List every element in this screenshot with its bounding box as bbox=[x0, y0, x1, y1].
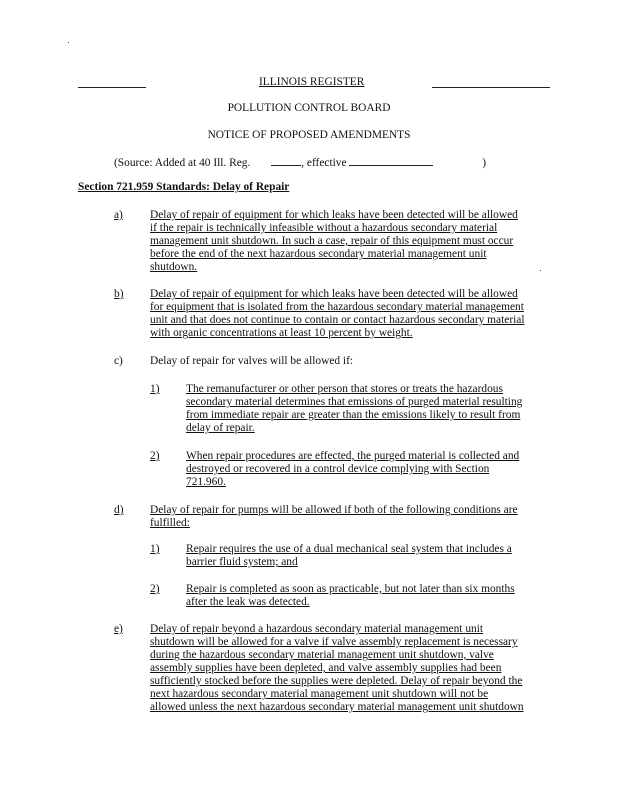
item-a-line: shutdown. bbox=[150, 261, 198, 273]
item-b-line: Delay of repair of equipment for which leaks have been detected will be allowed bbox=[150, 288, 518, 300]
item-c1-line: delay of repair. bbox=[186, 422, 255, 434]
item-e-line: during the hazardous secondary material management unit shutdown, valve bbox=[150, 649, 494, 661]
item-e-line: assembly supplies have been depleted, and valve assembly supplies had been bbox=[150, 662, 502, 674]
reg-blank bbox=[271, 155, 301, 166]
item-e-line: next hazardous secondary material management unit shutdown will not be bbox=[150, 688, 489, 700]
item-c-line: Delay of repair for valves will be allowed if: bbox=[150, 355, 354, 367]
item-c2-line: destroyed or recovered in a control device complying with Section bbox=[186, 463, 490, 475]
item-e-line: shutdown will be allowed for a valve if valve assembly replacement is necessary bbox=[150, 636, 518, 648]
scan-speck bbox=[68, 42, 69, 43]
register-title: ILLINOIS REGISTER bbox=[259, 76, 365, 88]
item-d1-line: barrier fluid system; and bbox=[186, 556, 298, 568]
item-e-label: e) bbox=[114, 623, 123, 635]
item-d1-label: 1) bbox=[150, 543, 160, 555]
item-a-line: if the repair is technically infeasible without a hazardous secondary material bbox=[150, 222, 498, 234]
item-d-line: Delay of repair for pumps will be allowed if both of the following conditions are bbox=[150, 504, 518, 516]
item-c1-line: from immediate repair are greater than the emissions likely to result from bbox=[186, 409, 521, 421]
item-c1-line: secondary material determines that emissions of purged material resulting bbox=[186, 396, 523, 408]
item-c1-label: 1) bbox=[150, 383, 160, 395]
item-d-label: d) bbox=[114, 504, 124, 516]
item-d2-line: after the leak was detected. bbox=[186, 596, 310, 608]
section-title: Section 721.959 Standards: Delay of Repair bbox=[78, 181, 290, 193]
source-prefix: (Source: Added at 40 Ill. Reg. bbox=[114, 157, 251, 169]
item-b-line: with organic concentrations at least 10 percent by weight. bbox=[150, 327, 413, 339]
item-a-line: Delay of repair of equipment for which leaks have been detected will be allowed bbox=[150, 209, 518, 221]
item-c1-line: The remanufacturer or other person that stores or treats the hazardous bbox=[186, 383, 503, 395]
item-d2-label: 2) bbox=[150, 583, 160, 595]
item-a-label: a) bbox=[114, 209, 123, 221]
item-c2-label: 2) bbox=[150, 450, 160, 462]
source-effective: , effective bbox=[301, 157, 347, 169]
item-b-label: b) bbox=[114, 288, 124, 300]
item-b-line: unit and that does not continue to contain or contact hazardous secondary material bbox=[150, 314, 525, 326]
effective-blank bbox=[349, 155, 433, 166]
item-e-line: sufficiently stocked before the supplies were depleted. Delay of repair beyond the bbox=[150, 675, 523, 687]
scan-speck bbox=[540, 270, 541, 271]
header-rule-right bbox=[432, 87, 550, 88]
item-a-line: management unit shutdown. In such a case, repair of this equipment must occur bbox=[150, 235, 514, 247]
item-d2-line: Repair is completed as soon as practicable, but not later than six months bbox=[186, 583, 515, 595]
item-d1-line: Repair requires the use of a dual mechanical seal system that includes a bbox=[186, 543, 512, 555]
header-rule-left bbox=[78, 87, 146, 88]
item-c2-line: 721.960. bbox=[186, 476, 226, 488]
item-d-line: fulfilled: bbox=[150, 517, 190, 529]
source-line bbox=[114, 155, 486, 169]
item-c-label: c) bbox=[114, 355, 123, 367]
board-title: POLLUTION CONTROL BOARD bbox=[227, 102, 391, 114]
item-e-line: Delay of repair beyond a hazardous secondary material management unit bbox=[150, 623, 484, 635]
item-e-line: allowed unless the next hazardous secondary material management unit shutdown bbox=[150, 701, 524, 713]
item-a-line: before the end of the next hazardous secondary material management unit bbox=[150, 248, 487, 260]
notice-title: NOTICE OF PROPOSED AMENDMENTS bbox=[207, 129, 411, 141]
source-suffix: ) bbox=[482, 157, 487, 169]
item-b-line: for equipment that is isolated from the hazardous secondary material management bbox=[150, 301, 524, 313]
item-c2-line: When repair procedures are effected, the purged material is collected and bbox=[186, 450, 520, 462]
